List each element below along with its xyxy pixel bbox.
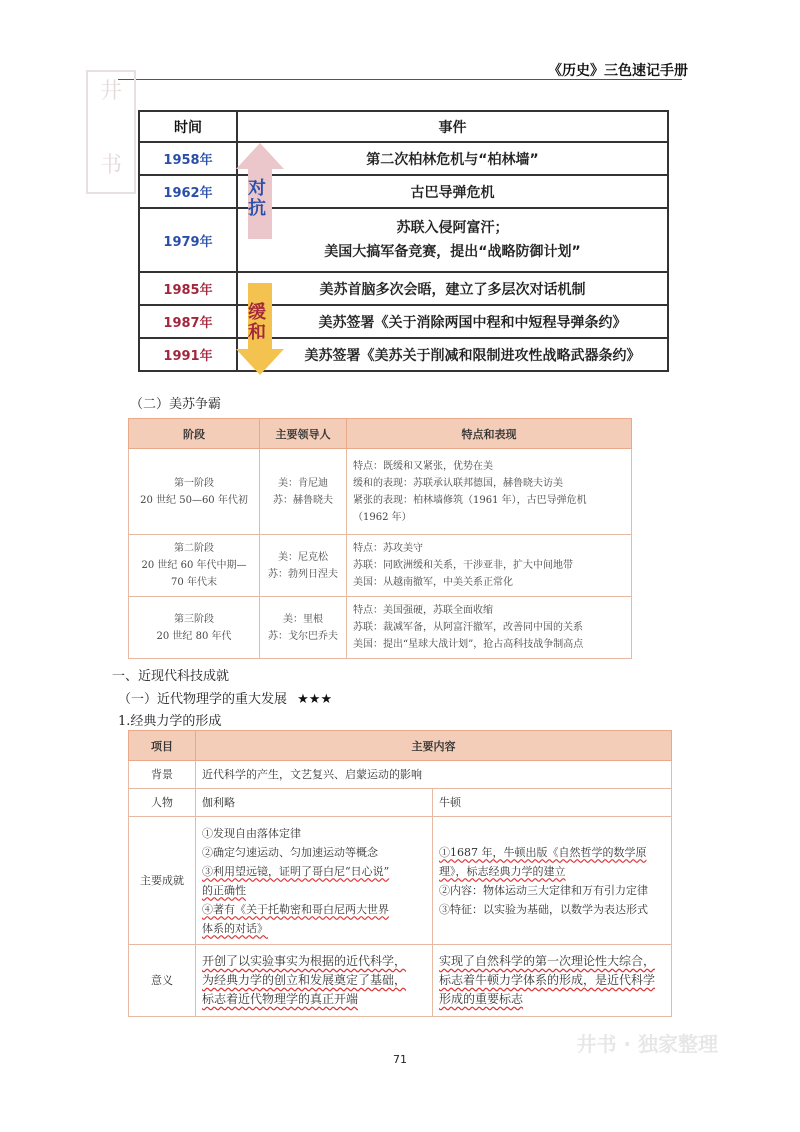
stage-cell — [129, 535, 260, 597]
feature-line: 美国：从越南撤军，中美关系正常化 — [353, 577, 513, 588]
arrow-up-char: 抗 — [248, 198, 266, 219]
header-rule — [118, 79, 682, 80]
feature-line: （1962 年） — [353, 511, 412, 523]
row-year: 1987年 — [139, 305, 237, 338]
feature-line: 特点：既缓和又紧张，优势在美 — [353, 460, 493, 472]
row-year: 1962年 — [139, 175, 237, 208]
feature-line: 缓和的表现：苏联承认联邦德国，赫鲁晓夫访美 — [353, 477, 563, 489]
timeline-row — [139, 208, 668, 272]
feature-line: 美国：提出“星球大战计划”，抢占高科技战争制高点 — [353, 639, 584, 650]
table-row — [129, 789, 672, 817]
achievement-line: ④著有《关于托勒密和哥白尼两大世界 — [202, 902, 389, 916]
leader-ussr: 苏：赫鲁晓夫 — [273, 494, 333, 506]
achievement-line: ②内容：物体运动三大定律和万有引力定律 — [439, 883, 648, 897]
arrow-up-label — [248, 179, 266, 219]
feature-line: 苏联：同欧洲缓和关系，干涉亚非，扩大中间地带 — [353, 560, 573, 571]
row-label: 意义 — [129, 945, 196, 1017]
stage-period: 20 世纪 80 年代 — [156, 630, 232, 642]
leader-cell — [260, 449, 347, 535]
table-row — [129, 817, 672, 945]
table-row — [129, 535, 632, 597]
row-year: 1979年 — [139, 208, 237, 272]
subsection-title: 1.经典力学的形成 — [118, 714, 222, 729]
features-cell — [347, 449, 632, 535]
feature-line: 紧张的表现：柏林墙修筑（1961 年），古巴导弹危机 — [353, 494, 587, 506]
leader-us: 美：肯尼迪 — [278, 477, 328, 489]
timeline-row — [139, 272, 668, 305]
stage-cell — [129, 597, 260, 659]
row-event: 第二次柏林危机与“柏林墙” — [237, 142, 668, 175]
arrow-up-char: 对 — [248, 178, 266, 199]
galileo-significance — [196, 945, 433, 1017]
row-event-line: 美国大搞军备竞赛，提出“战略防御计划” — [324, 244, 581, 260]
significance-line: 形成的重要标志 — [439, 992, 524, 1006]
arrow-down-char: 缓 — [248, 302, 266, 323]
header-time: 时间 — [139, 111, 237, 142]
achievement-line: ③特征：以实验为基础，以数学为表达形式 — [439, 902, 648, 916]
significance-line: 开创了以实验事实为根据的近代科学， — [202, 954, 407, 968]
timeline-row — [139, 338, 668, 371]
stage-cell — [129, 449, 260, 535]
significance-line: 实现了自然科学的第一次理论性大综合， — [439, 954, 656, 968]
row-event-line: 苏联入侵阿富汗； — [396, 220, 509, 236]
feature-line: 苏联：裁减军备，从阿富汗撤军，改善同中国的关系 — [353, 622, 583, 633]
mechanics-table — [128, 730, 672, 1017]
stamp-char-2: 书 — [99, 153, 122, 178]
hegemony-table — [128, 418, 632, 659]
timeline-row — [139, 142, 668, 175]
header-content: 主要内容 — [196, 731, 672, 761]
section-one-sub — [118, 688, 332, 707]
stage-name: 第三阶段 — [174, 613, 214, 625]
achievement-line: ③利用望远镜，证明了哥白尼“日心说” — [202, 864, 390, 878]
row-event: 美苏首脑多次会晤，建立了多层次对话机制 — [237, 272, 668, 305]
table-row — [129, 945, 672, 1017]
row-label: 人物 — [129, 789, 196, 817]
feature-line: 特点：苏攻美守 — [353, 543, 423, 554]
achievement-line: ②确定匀速运动、匀加速运动等概念 — [202, 845, 378, 859]
stars-rating: ★★★ — [297, 692, 333, 707]
significance-line: 标志着近代物理学的真正开端 — [202, 992, 359, 1006]
stage-period: 70 年代末 — [171, 577, 217, 588]
achievement-line: ①1687 年，牛顿出版《自然哲学的数学原 — [439, 845, 647, 859]
row-year: 1985年 — [139, 272, 237, 305]
achievement-line: 体系的对话》 — [202, 921, 268, 935]
leader-ussr: 苏：勃列日涅夫 — [268, 568, 338, 580]
header-item: 项目 — [129, 731, 196, 761]
header-features: 特点和表现 — [347, 419, 632, 449]
stamp-char-1: 井 — [99, 79, 122, 104]
newton-achievements — [433, 817, 672, 945]
row-year: 1958年 — [139, 142, 237, 175]
table-row — [129, 449, 632, 535]
timeline-table — [138, 110, 669, 372]
row-event: 美苏签署《美苏关于削减和限制进攻性战略武器条约》 — [237, 338, 668, 371]
timeline-row — [139, 305, 668, 338]
feature-line: 特点：美国强硬，苏联全面收缩 — [353, 605, 493, 616]
leader-us: 美：尼克松 — [278, 551, 328, 563]
arrow-down-label — [248, 303, 266, 343]
achievement-line: ①发现自由落体定律 — [202, 826, 301, 840]
timeline-row — [139, 175, 668, 208]
leader-ussr: 苏：戈尔巴乔夫 — [268, 630, 338, 642]
header-stage: 阶段 — [129, 419, 260, 449]
features-cell — [347, 597, 632, 659]
header-title: 《历史》三色速记手册 — [548, 63, 688, 79]
watermark-text: 井书 · 独家整理 — [576, 1032, 718, 1056]
stamp-logo — [86, 70, 136, 194]
person-galileo: 伽利略 — [196, 789, 433, 817]
features-cell — [347, 535, 632, 597]
row-event: 古巴导弹危机 — [237, 175, 668, 208]
background-text: 近代科学的产生，文艺复兴、启蒙运动的影响 — [196, 761, 672, 789]
leader-cell — [260, 597, 347, 659]
achievement-line: 的正确性 — [202, 883, 246, 897]
timeline-header-row — [139, 111, 668, 142]
galileo-achievements — [196, 817, 433, 945]
leader-us: 美：里根 — [283, 613, 323, 625]
mechanics-header-row — [129, 731, 672, 761]
trend-arrows — [236, 143, 284, 375]
arrow-down-char: 和 — [248, 322, 266, 343]
header-event: 事件 — [237, 111, 668, 142]
hegemony-header-row — [129, 419, 632, 449]
stage-name: 第一阶段 — [174, 477, 214, 489]
section-title-2: （二）美苏争霸 — [130, 397, 222, 412]
newton-significance — [433, 945, 672, 1017]
row-label: 主要成就 — [129, 817, 196, 945]
stage-name: 第二阶段 — [174, 543, 214, 554]
person-newton: 牛顿 — [433, 789, 672, 817]
significance-line: 为经典力学的创立和发展奠定了基础， — [202, 973, 407, 987]
table-row — [129, 597, 632, 659]
header-leader: 主要领导人 — [260, 419, 347, 449]
section-one-title: 一、近现代科技成就 — [112, 669, 230, 684]
significance-line: 标志着牛顿力学体系的形成，是近代科学 — [439, 973, 656, 987]
leader-cell — [260, 535, 347, 597]
achievement-line: 理》，标志经典力学的建立 — [439, 864, 566, 878]
table-row — [129, 761, 672, 789]
stage-period: 20 世纪 60 年代中期— — [141, 560, 247, 571]
section-one-sub-text: （一）近代物理学的重大发展 — [118, 692, 288, 707]
row-event: 美苏签署《关于消除两国中程和中短程导弹条约》 — [237, 305, 668, 338]
row-event — [237, 208, 668, 272]
row-year: 1991年 — [139, 338, 237, 371]
row-label: 背景 — [129, 761, 196, 789]
page-number: 71 — [393, 1053, 407, 1066]
stage-period: 20 世纪 50—60 年代初 — [140, 494, 248, 506]
